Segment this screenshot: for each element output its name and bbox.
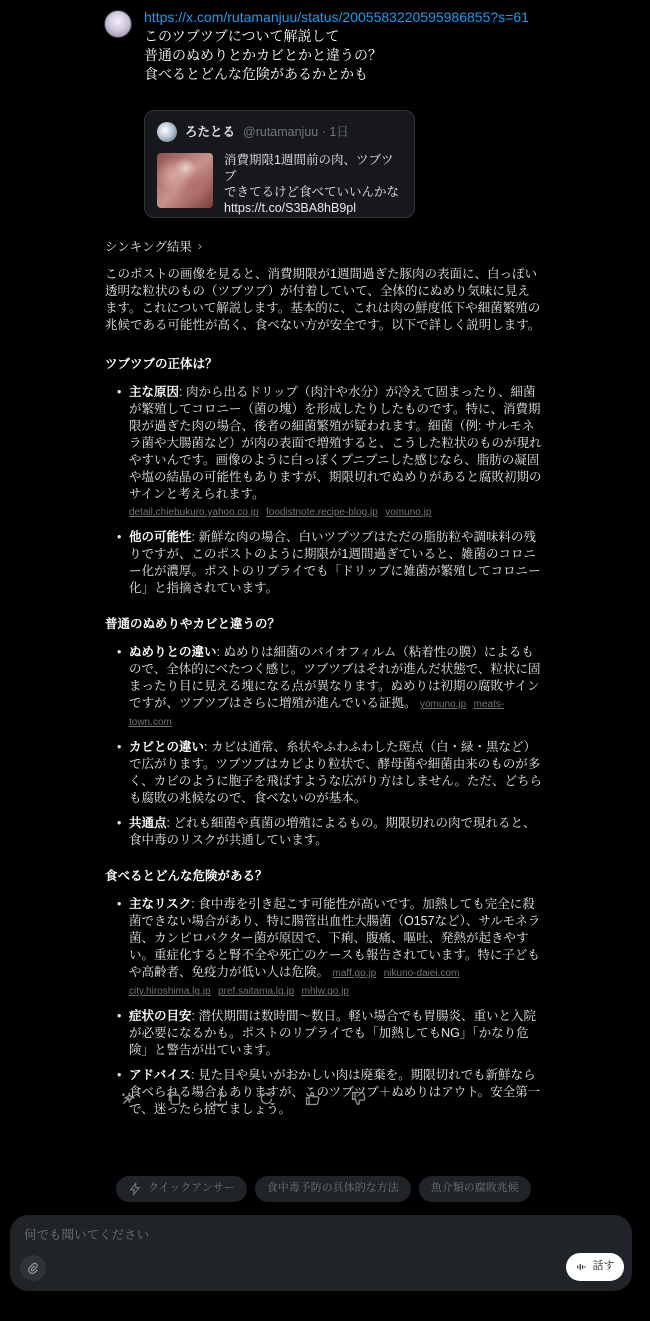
user-message	[104, 8, 544, 84]
thumbs-down-icon	[350, 1090, 367, 1107]
section-heading: ツブツブの正体は？	[105, 357, 218, 371]
thinking-result-label: シンキング結果	[105, 240, 192, 254]
section-list	[117, 896, 542, 1118]
source-link[interactable]: yomuno.jp	[420, 699, 467, 710]
message-line: 食べるとどんな危険があるかとかも	[144, 66, 368, 82]
item-label: アドバイス	[129, 1068, 192, 1082]
message-line: このツブツブについて解説して	[144, 28, 340, 44]
thumbs-down-button[interactable]	[348, 1088, 394, 1108]
prompt-input[interactable]	[24, 1225, 544, 1245]
quick-answer-chip[interactable]	[116, 1176, 247, 1202]
suggestion-chip[interactable]	[255, 1176, 411, 1202]
share-button[interactable]	[210, 1088, 256, 1108]
user-message-text	[144, 8, 544, 84]
item-label: 主な原因	[129, 385, 180, 399]
source-link[interactable]: maff.go.jp	[332, 968, 377, 979]
paperclip-icon	[27, 1262, 39, 1274]
item-label: 共通点	[129, 816, 167, 830]
list-item	[117, 384, 542, 521]
quoted-post-line: 消費期限1週間前の肉、ツブツブ	[224, 153, 394, 183]
list-item	[117, 815, 542, 849]
list-item	[117, 644, 542, 731]
section-heading: 食べるとどんな危険がある？	[105, 869, 268, 883]
item-text: : 新鮮な肉の場合、白いツブツブはただの脂肪粒や調味料の残りですが、このポストのように期限が1週間過ぎていると、雑菌のコロニー化が濃厚。ポストのリプライでも「ドリップに雑菌が繁殖してコロニー化」と指摘されています。	[129, 530, 541, 595]
item-text: : 肉から出るドリップ（肉汁や水分）が冷えて固まったり、細菌が繁殖してコロニー（菌の塊）を形成したりしたものです。特に、消費期限が過ぎた肉の場合、後者の細菌繁殖が疑われます。細菌（例: サルモネラ菌や大腸菌など）が肉の表面で増殖すると、こうした粒状のものが現れやすいんです。画像のように白っぽくプニプニした感じなら、脂肪の凝固や塩の結晶の可能性もありますが、期限切れでぬめりがあると腐敗初期のサインと考えられます。	[129, 385, 542, 501]
attach-button[interactable]	[20, 1255, 46, 1281]
list-item	[117, 739, 542, 807]
item-label: カビとの違い	[129, 740, 205, 754]
talk-button[interactable]	[566, 1253, 624, 1281]
source-link[interactable]: pref.saitama.lg.jp	[218, 986, 295, 997]
quoted-post-text	[224, 152, 404, 216]
quoted-post-avatar	[157, 122, 177, 142]
source-link[interactable]: yomuno.jp	[385, 507, 432, 518]
quoted-post-header	[157, 122, 349, 142]
source-link[interactable]: nikuno-daiei.com	[383, 968, 460, 979]
lightning-icon	[128, 1182, 142, 1196]
copy-button[interactable]	[164, 1088, 210, 1108]
list-item	[117, 1008, 542, 1059]
answer-body	[105, 266, 542, 1137]
response-actions	[118, 1088, 394, 1108]
post-link[interactable]: https://x.com/rutamanjuu/status/2005583220595986855?s=61	[144, 9, 529, 25]
quoted-post-link[interactable]: https://t.co/S3BA8hB9pl	[224, 201, 357, 215]
source-link[interactable]: city.hiroshima.lg.jp	[129, 986, 211, 997]
item-text: : 潜伏期間は数時間〜数日。軽い場合でも胃腸炎、重いと入院が必要になるかも。ポストのリプライでも「加熱してもNG」「かなり危険」と警告が出ています。	[129, 1009, 536, 1057]
quoted-post-card[interactable]	[144, 110, 415, 218]
section-list	[117, 644, 542, 849]
copy-icon	[166, 1090, 183, 1107]
item-label: 主なリスク	[129, 897, 192, 911]
source-link[interactable]: foodistnote.recipe-blog.jp	[266, 507, 378, 518]
thumbs-up-button[interactable]	[302, 1088, 348, 1108]
suggestion-chip[interactable]	[419, 1176, 531, 1202]
chip-label: 食中毒予防の具体的な方法	[266, 1182, 399, 1195]
source-link[interactable]: mhlw.go.jp	[301, 986, 349, 997]
item-text: : ぬめりは細菌のバイオフィルム（粘着性の膜）によるもので、全体的にべたつく感じ。ツブツブはそれが進んだ状態で、粒状に固まったり目に見える塊になる点が異なります。ぬめりは初期の腐敗サインですが、ツブツブはさらに増殖が進んでいる証拠。	[129, 645, 541, 710]
item-label: 症状の目安	[129, 1009, 192, 1023]
chip-label: 魚介類の腐敗兆候	[430, 1182, 519, 1195]
source-link[interactable]: meats-town.com	[129, 699, 505, 728]
message-line: 普通のぬめりとかカビとかと違うの？	[144, 47, 382, 63]
share-icon	[212, 1090, 229, 1107]
chip-label: クイックアンサー	[148, 1182, 235, 1195]
talk-label: 話す	[592, 1260, 615, 1273]
thumbs-up-icon	[304, 1090, 321, 1107]
source-link[interactable]: detail.chiebukuro.yahoo.co.jp	[129, 507, 259, 518]
quoted-post-line: できてるけど食べていいんかな	[224, 185, 400, 199]
quoted-post-thumbnail[interactable]	[157, 153, 213, 208]
chevron-right-icon: ›	[197, 239, 202, 254]
thinking-result-toggle[interactable]	[105, 238, 202, 256]
section-heading: 普通のぬめりやカビと違うの？	[105, 617, 281, 631]
composer	[10, 1215, 632, 1291]
item-text: : 見た目や臭いがおかしい肉は廃棄を。期限切れでも新鮮なら食べられる場合もありますが、このツブツブ＋ぬめりはアウト。安全第一で、迷ったら捨てましょう。	[129, 1068, 541, 1116]
item-label: 他の可能性	[129, 530, 192, 544]
list-item	[117, 896, 542, 1000]
regenerate-spark-button[interactable]	[118, 1088, 164, 1108]
item-text: : どれも細菌や真菌の増殖によるもの。期限切れの肉で現れると、食中毒のリスクが共通しています。	[129, 816, 536, 847]
quoted-post-handle-time: @rutamanjuu · 1日	[243, 124, 349, 139]
item-label: ぬめりとの違い	[129, 645, 217, 659]
item-text: : 食中毒を引き起こす可能性が高いです。加熱しても完全に殺菌できない場合があり、特に腸管出血性大腸菌（O157など）、サルモネラ菌、カンピロバクター菌が原因で、下痢、腹痛、嘔吐、発熱が起きやすい。重症化すると腎不全や死亡のケースも報告されています。特に子どもや高齢者、免疫力が低い人は危険。	[129, 897, 541, 979]
quoted-post-author: ろたとる	[185, 124, 236, 139]
list-item	[117, 529, 542, 597]
regenerate-spark-icon	[120, 1090, 137, 1107]
voice-wave-icon	[576, 1261, 588, 1273]
section-list	[117, 384, 542, 597]
suggestion-chips	[116, 1176, 531, 1202]
answer-intro: このポストの画像を見ると、消費期限が1週間過ぎた豚肉の表面に、白っぽい透明な粒状のもの（ツブツブ）が付着していて、全体的にぬめり気味に見えます。これについて解説します。基本的に、これは肉の鮮度低下や細菌繁殖の兆候である可能性が高く、食べない方が安全です。以下で詳しく説明します。	[105, 267, 541, 332]
refresh-icon	[258, 1090, 275, 1107]
item-text: : カビは通常、糸状やふわふわした斑点（白・緑・黒など）で広がります。ツブツブはカビより粒状で、酵母菌や細菌由来のものが多く、カビのように胞子を飛ばすような広がり方はしません。ただ、どちらも腐敗の兆候なので、食べないのが基本。	[129, 740, 543, 805]
refresh-button[interactable]	[256, 1088, 302, 1108]
user-avatar[interactable]	[104, 10, 132, 38]
